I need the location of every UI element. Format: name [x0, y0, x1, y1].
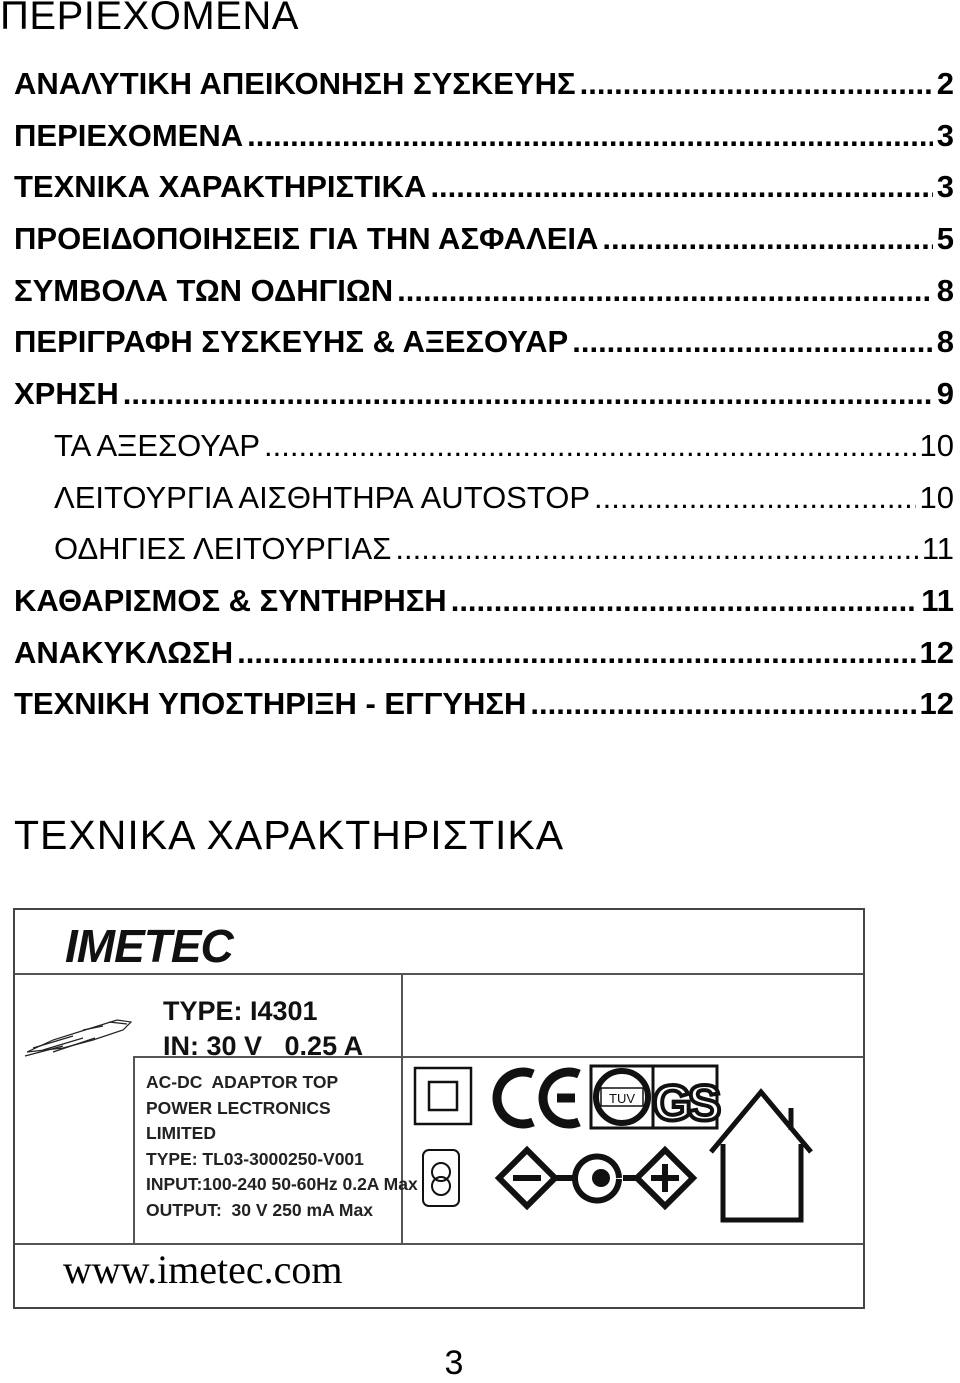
type-info [163, 994, 363, 1064]
imetec-logo [65, 918, 245, 970]
toc-entry [14, 368, 954, 420]
toc-entry [14, 678, 954, 730]
toc-entry-title: ΟΔΗΓΙΕΣ ΛΕΙΤΟΥΡΓΙΑΣ [54, 531, 392, 567]
label-divider [133, 1056, 135, 1245]
page-number: 3 [444, 1344, 464, 1382]
toc-entry-page: 3 [936, 169, 954, 205]
toc-entry [14, 161, 954, 213]
table-of-contents [14, 58, 954, 730]
input-line: IN: 30 V 0.25 A [163, 1031, 364, 1061]
toc-entry-title: ΤΕΧΝΙΚΗ ΥΠΟΣΤΗΡΙΞΗ - ΕΓΓΥΗΣΗ [14, 686, 527, 722]
toc-entry [14, 110, 954, 162]
toc-leader-dots [247, 110, 933, 162]
toc-entry-title: ΤΕΧΝΙΚΑ ΧΑΡΑΚΤΗΡΙΣΤΙΚΑ [14, 169, 427, 205]
toc-entry-title: ΠΕΡΙΕΧΟΜΕΝΑ [14, 117, 244, 153]
toc-entry-page: 10 [919, 427, 954, 463]
toc-entry-page: 8 [936, 324, 954, 360]
toc-entry [14, 575, 954, 627]
toc-leader-dots [395, 523, 917, 575]
toc-entry [14, 316, 954, 368]
label-divider [15, 1243, 863, 1245]
toc-leader-dots [237, 627, 915, 679]
toc-entry-page: 12 [919, 634, 954, 670]
double-insulation-icon [415, 1068, 471, 1124]
adapter-line: INPUT:100-240 50-60Hz 0.2A Max [146, 1174, 418, 1194]
toc-leader-dots [123, 368, 933, 420]
toc-entry-title: ΣΥΜΒΟΛΑ ΤΩΝ ΟΔΗΓΙΩΝ [14, 272, 394, 308]
type-line: TYPE: I4301 [163, 996, 318, 1026]
tuv-mark-icon [591, 1066, 653, 1128]
toc-leader-dots [572, 316, 933, 368]
toc-entry-page: 8 [936, 272, 954, 308]
toc-entry [14, 58, 954, 110]
toc-entry-title: ΚΑΘΑΡΙΣΜΟΣ & ΣΥΝΤΗΡΗΣΗ [14, 582, 447, 618]
toc-entry [14, 213, 954, 265]
toc-leader-dots [397, 265, 933, 317]
adapter-line: TYPE: TL03-3000250-V001 [146, 1148, 364, 1169]
adapter-line: LIMITED [146, 1123, 216, 1143]
device-sketch-icon [23, 1000, 133, 1060]
polarity-icon [499, 1150, 693, 1206]
adapter-line: AC-DC ADAPTOR TOP [146, 1072, 339, 1092]
toc-entry-page: 3 [936, 117, 954, 153]
toc-entry-page: 11 [921, 531, 954, 567]
safety-transformer-icon [423, 1150, 459, 1206]
symbols-panel [411, 1060, 831, 1240]
label-divider [15, 973, 863, 975]
svg-text:TUV: TUV [609, 1091, 635, 1106]
website-url: www.imetec.com [63, 1247, 343, 1292]
adapter-line: POWER LECTRONICS [146, 1097, 331, 1118]
toc-leader-dots [430, 161, 932, 213]
toc-entry-page: 9 [936, 376, 954, 412]
toc-entry-page: 10 [919, 479, 954, 515]
toc-entry [14, 420, 954, 472]
toc-leader-dots [530, 678, 915, 730]
toc-entry-page: 11 [921, 582, 954, 618]
toc-entry [14, 523, 954, 575]
toc-entry-title: ΑΝΑΚΥΚΛΩΣΗ [14, 634, 234, 670]
toc-leader-dots [580, 58, 933, 110]
svg-text:IMETEC: IMETEC [65, 920, 233, 970]
toc-entry-title: ΠΕΡΙΓΡΑΦΗ ΣΥΣΚΕΥΗΣ & ΑΞΕΣΟΥΑΡ [14, 324, 569, 360]
toc-entry-title: ΛΕΙΤΟΥΡΓΙΑ ΑΙΣΘΗΤΗΡΑ AUTOSTOP [54, 479, 591, 515]
toc-entry-title: ΠΡΟΕΙΔΟΠΟΙΗΣΕΙΣ ΓΙΑ ΤΗΝ ΑΣΦΑΛΕΙΑ [14, 221, 599, 257]
toc-entry [14, 472, 954, 524]
section-title: ΤΕΧΝΙΚΑ ΧΑΡΑΚΤΗΡΙΣΤΙΚΑ [14, 812, 565, 858]
adapter-info [146, 1070, 418, 1223]
svg-text:GS: GS [652, 1075, 718, 1131]
page-heading: ΠΕΡΙΕΧΟΜΕΝΑ [0, 0, 299, 38]
toc-entry-page: 5 [936, 221, 954, 257]
indoor-use-icon [711, 1092, 811, 1220]
toc-entry [14, 265, 954, 317]
rating-label [13, 908, 865, 1309]
adapter-line: OUTPUT: 30 V 250 mA Max [146, 1199, 373, 1220]
toc-entry-title: ΧΡΗΣΗ [14, 376, 119, 412]
toc-leader-dots [602, 213, 932, 265]
toc-entry-title: ΑΝΑΛΥΤΙΚΗ ΑΠΕΙΚΟΝΗΣΗ ΣΥΣΚΕΥΗΣ [14, 66, 576, 101]
toc-entry [14, 627, 954, 679]
toc-leader-dots [264, 420, 916, 472]
toc-entry-page: 12 [919, 686, 954, 722]
gs-mark-icon [653, 1066, 720, 1131]
toc-entry-title: ΤΑ ΑΞΕΣΟΥΑΡ [54, 427, 261, 463]
toc-entry-page: 2 [936, 66, 954, 101]
ce-mark-icon [497, 1072, 579, 1124]
toc-leader-dots [451, 575, 918, 627]
toc-leader-dots [594, 472, 915, 524]
